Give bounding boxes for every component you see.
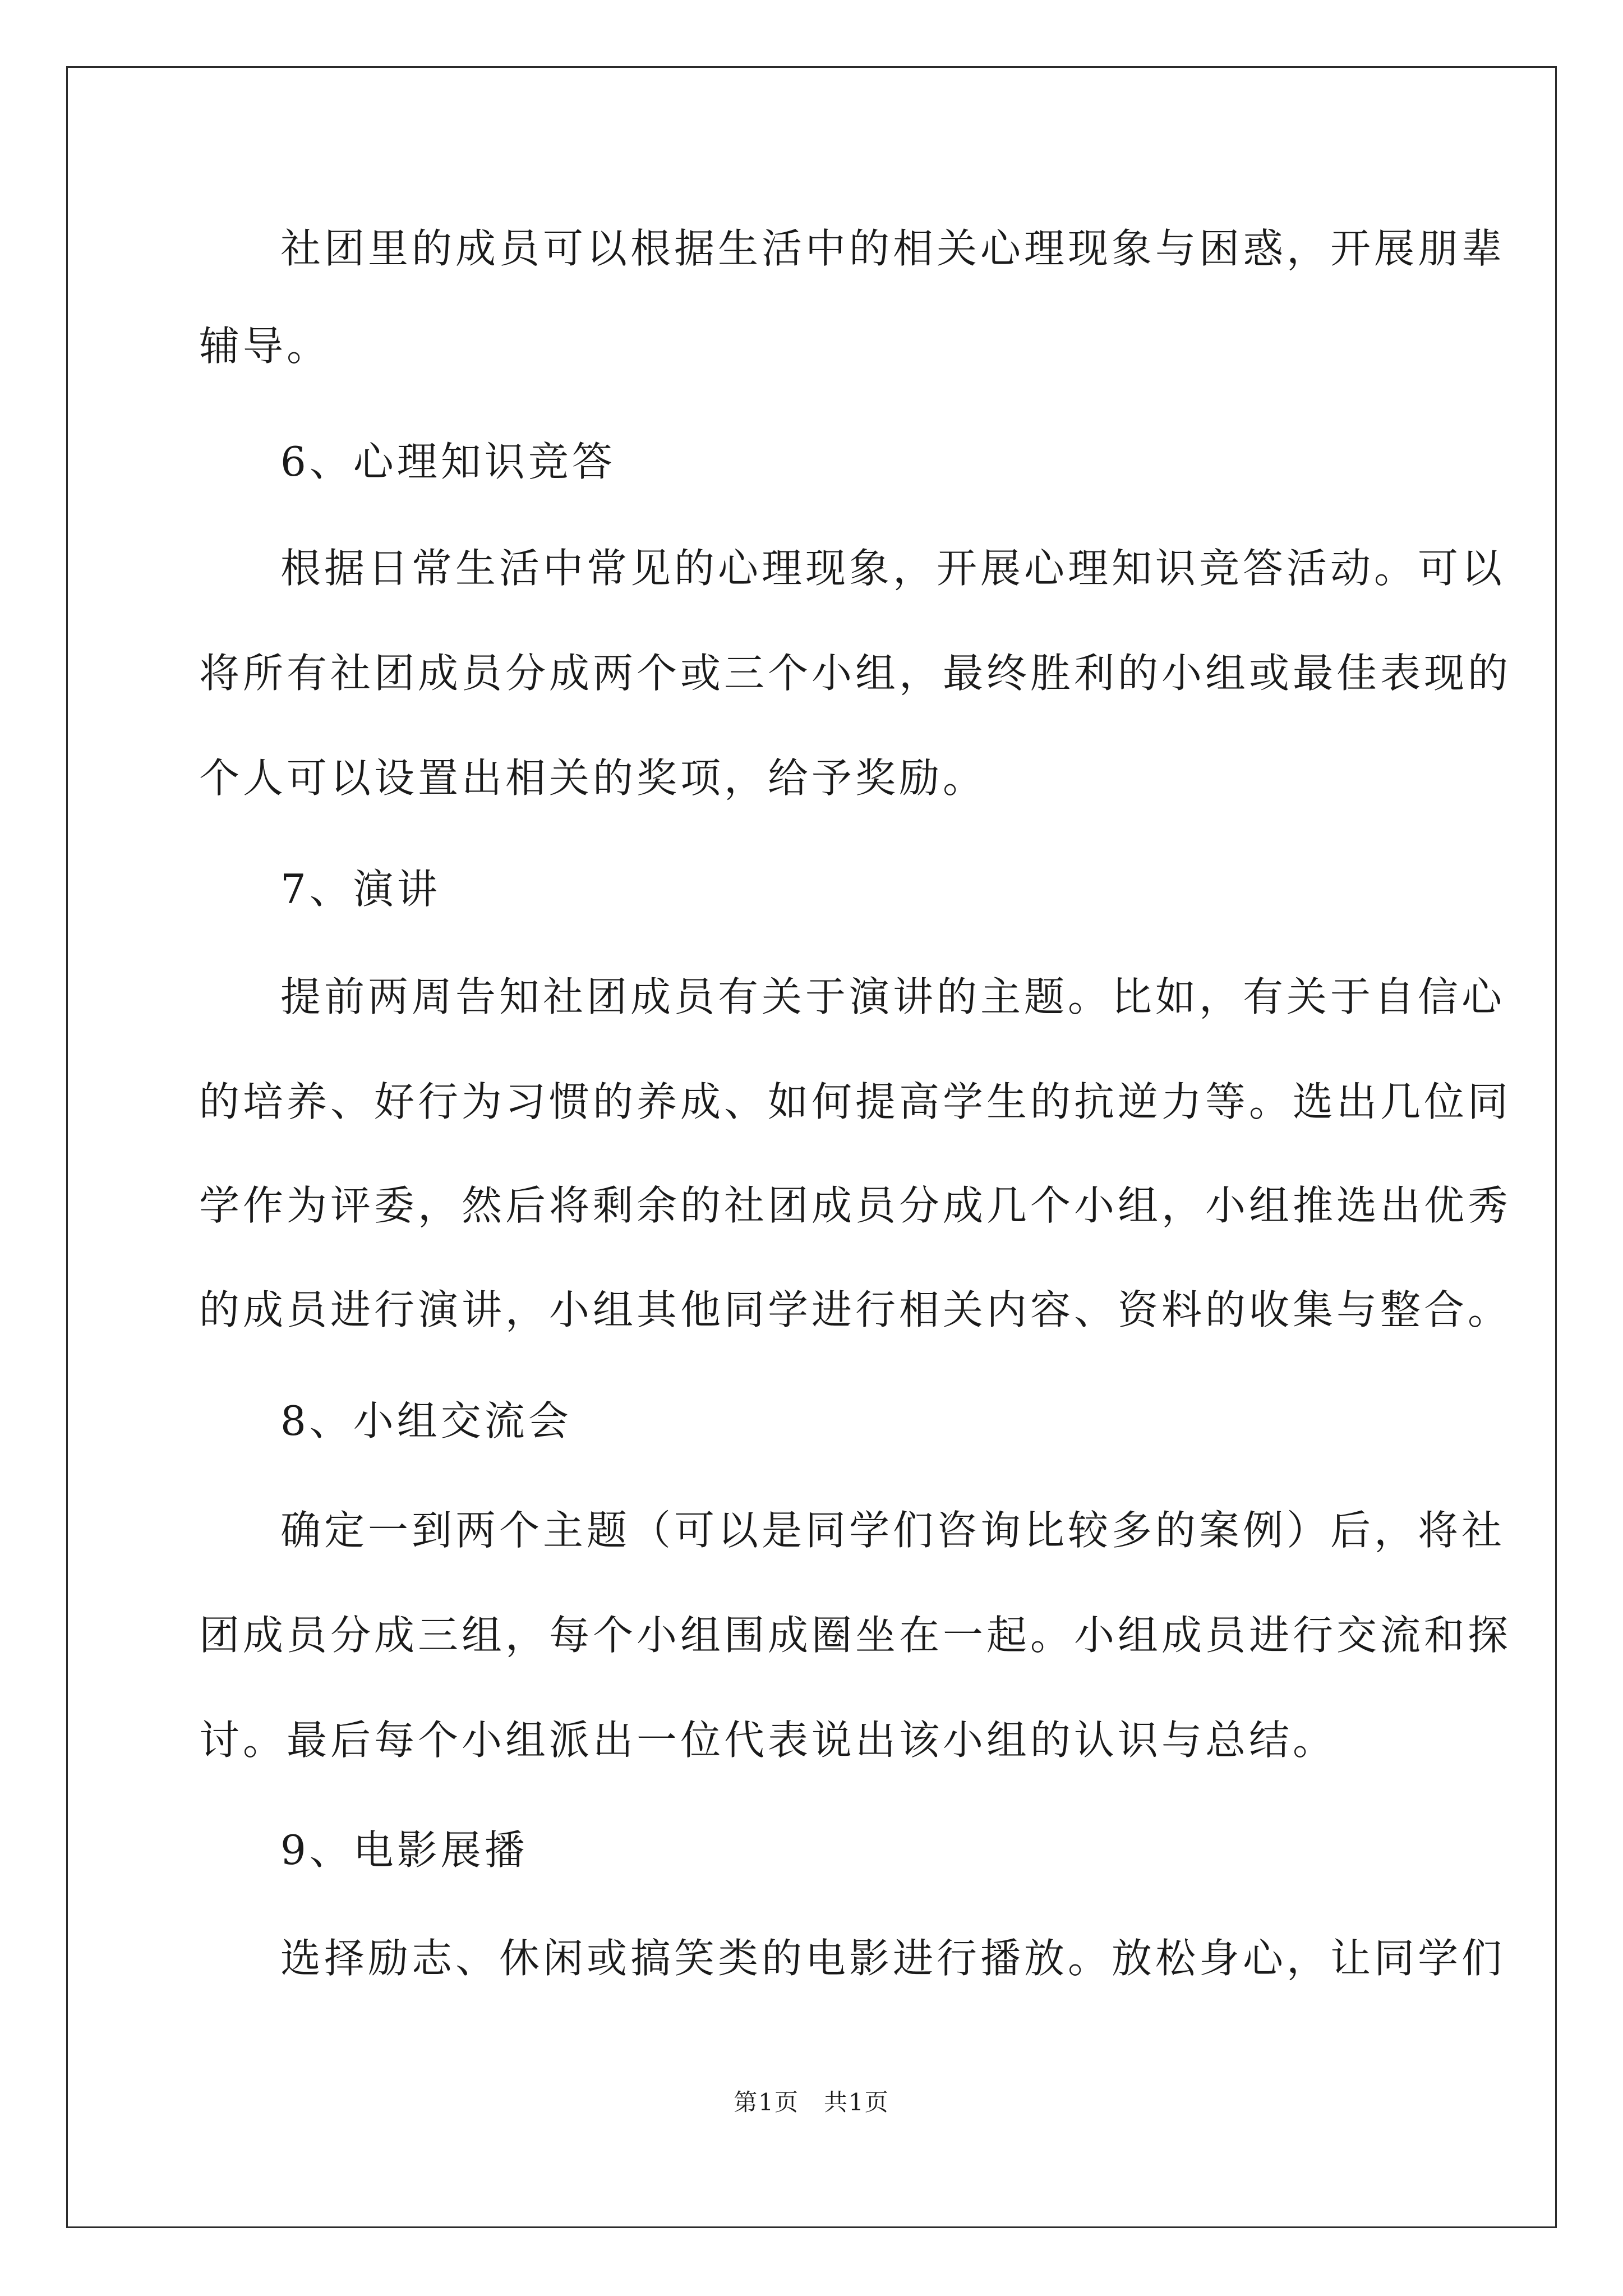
page-number: 第1页 共1页 (734, 2088, 889, 2116)
paragraph-line: 辅导。 (199, 323, 331, 370)
paragraph-line: 提前两周告知社团成员有关于演讲的主题。比如，有关于自信心 (280, 973, 1506, 1020)
paragraph-line: 的培养、好行为习惯的养成、如何提高学生的抗逆力等。选出几位同 (199, 1078, 1512, 1125)
paragraph-line: 将所有社团成员分成两个或三个小组，最终胜利的小组或最佳表现的 (199, 650, 1512, 697)
paragraph-line: 社团里的成员可以根据生活中的相关心理现象与困惑，开展朋辈 (280, 225, 1506, 272)
section-heading: 9、电影展播 (280, 1826, 528, 1874)
paragraph-line: 确定一到两个主题（可以是同学们咨询比较多的案例）后，将社 (280, 1507, 1506, 1554)
paragraph-line: 选择励志、休闲或搞笑类的电影进行播放。放松身心，让同学们 (280, 1935, 1506, 1982)
section-heading: 6、心理知识竞答 (280, 438, 616, 485)
paragraph-line: 的成员进行演讲，小组其他同学进行相关内容、资料的收集与整合。 (199, 1286, 1512, 1333)
paragraph-line: 讨。最后每个小组派出一位代表说出该小组的认识与总结。 (199, 1717, 1337, 1764)
section-heading: 8、小组交流会 (280, 1397, 572, 1444)
paragraph-line: 个人可以设置出相关的奖项，给予奖励。 (199, 754, 987, 802)
paragraph-line: 学作为评委，然后将剩余的社团成员分成几个小组，小组推选出优秀 (199, 1182, 1512, 1229)
page-border (66, 66, 1557, 2228)
paragraph-line: 团成员分成三组，每个小组围成圈坐在一起。小组成员进行交流和探 (199, 1612, 1512, 1659)
section-heading: 7、演讲 (280, 866, 441, 913)
paragraph-line: 根据日常生活中常见的心理现象，开展心理知识竞答活动。可以 (280, 545, 1506, 592)
